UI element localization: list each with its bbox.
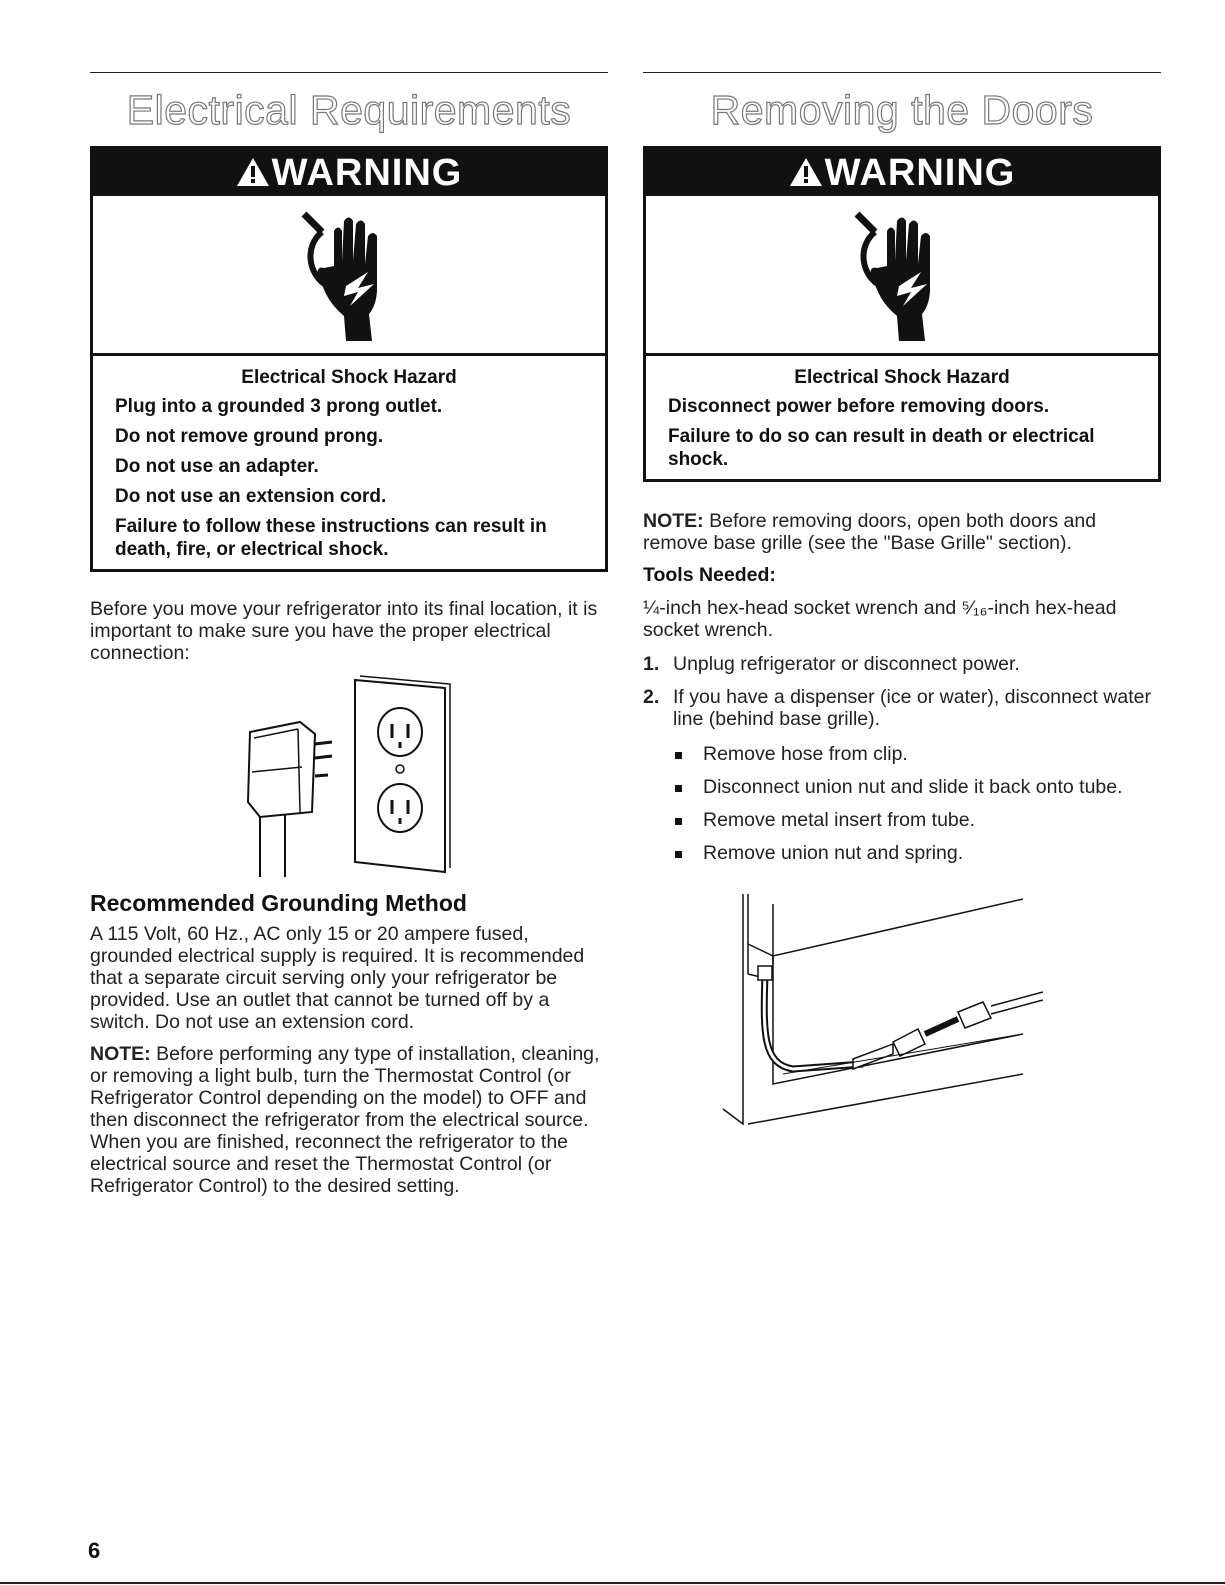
- top-rule: [643, 72, 1161, 73]
- intro-paragraph: Before you move your refrigerator into its final location, it is important to make sure you have the proper electrical connection:: [90, 598, 598, 664]
- shock-hazard-area: [646, 196, 1158, 356]
- bullet-item: Remove hose from clip.: [673, 743, 1161, 765]
- grounding-heading: Recommended Grounding Method: [90, 890, 467, 916]
- plug-outlet-drawing: [240, 672, 500, 884]
- water-line-illustration: [643, 894, 1161, 1144]
- shock-hand-icon: [847, 206, 957, 346]
- section-title: Electrical Requirements: [126, 87, 572, 133]
- note-label: NOTE:: [90, 1043, 151, 1065]
- warning-text: [93, 356, 605, 569]
- warning-line: Do not remove ground prong.: [115, 426, 384, 447]
- note-text: Before performing any type of installation, cleaning, or removing a light bulb, turn the Thermostat Control (or Refrigerator Control depending on the model) to OFF and then disconnect the refrigerator from the electrical source. When you are finished, reconnect the refrigerator to the electrical source and reset the Thermostat Control (or Refrigerator Control) to the desired setting.: [90, 1043, 600, 1197]
- warning-line: Failure to follow these instructions can result in death, fire, or electrical shock.: [115, 516, 547, 560]
- step-text: Unplug refrigerator or disconnect power.: [673, 653, 1020, 675]
- steps-list: [643, 653, 1161, 730]
- tools-heading: Tools Needed:: [643, 564, 776, 586]
- warning-line: Disconnect power before removing doors.: [668, 396, 1050, 417]
- page-number: 6: [88, 1538, 101, 1563]
- warning-header: [93, 149, 605, 196]
- bullet-list: [673, 743, 1161, 864]
- warning-line: Plug into a grounded 3 prong outlet.: [115, 396, 443, 417]
- note-label: NOTE:: [643, 510, 704, 532]
- warning-label: WARNING: [271, 152, 463, 194]
- warning-text: [646, 356, 1158, 479]
- top-rule: [90, 72, 608, 73]
- warning-box: [90, 146, 608, 572]
- plug-outlet-illustration: [90, 672, 608, 884]
- hazard-title: Electrical Shock Hazard: [794, 367, 1010, 388]
- bullet-item: Remove union nut and spring.: [673, 842, 1161, 864]
- warning-triangle-icon: [236, 157, 270, 187]
- electrical-requirements-section: [90, 72, 608, 1197]
- warning-line: Do not use an adapter.: [115, 456, 319, 477]
- step-text: If you have a dispenser (ice or water), disconnect water line (behind base grille).: [673, 686, 1151, 730]
- warning-line: Do not use an extension cord.: [115, 486, 387, 507]
- bullet-item: Disconnect union nut and slide it back onto tube.: [673, 776, 1161, 798]
- note-paragraph: [90, 1043, 608, 1197]
- step-item: [643, 686, 1161, 730]
- hazard-title: Electrical Shock Hazard: [241, 367, 457, 388]
- warning-label: WARNING: [824, 152, 1016, 194]
- bullet-item: Remove metal insert from tube.: [673, 809, 1161, 831]
- shock-hazard-area: [93, 196, 605, 356]
- step-number: 1.: [643, 653, 660, 675]
- shock-hand-icon: [294, 206, 404, 346]
- water-line-drawing: [703, 894, 1043, 1144]
- step-number: 2.: [643, 686, 660, 708]
- section-title: Removing the Doors: [710, 87, 1094, 133]
- removing-doors-section: [643, 72, 1161, 1144]
- grounding-paragraph: A 115 Volt, 60 Hz., AC only 15 or 20 ampere fused, grounded electrical supply is required. It is recommended that a separate circuit serving only your refrigerator be provided. Use an outlet that cannot be turned off by a switch. Do not use an extension cord.: [90, 923, 585, 1033]
- step-item: [643, 653, 1161, 675]
- bottom-rule: [0, 1582, 1225, 1584]
- warning-box: [643, 146, 1161, 482]
- tools-paragraph: ¼-inch hex-head socket wrench and ⁵⁄₁₆-inch hex-head socket wrench.: [643, 597, 1117, 641]
- warning-header: [646, 149, 1158, 196]
- note-text: Before removing doors, open both doors and remove base grille (see the "Base Grille" section).: [643, 510, 1097, 554]
- warning-line: Failure to do so can result in death or electrical shock.: [668, 426, 1095, 470]
- warning-triangle-icon: [789, 157, 823, 187]
- note-paragraph: [643, 510, 1161, 554]
